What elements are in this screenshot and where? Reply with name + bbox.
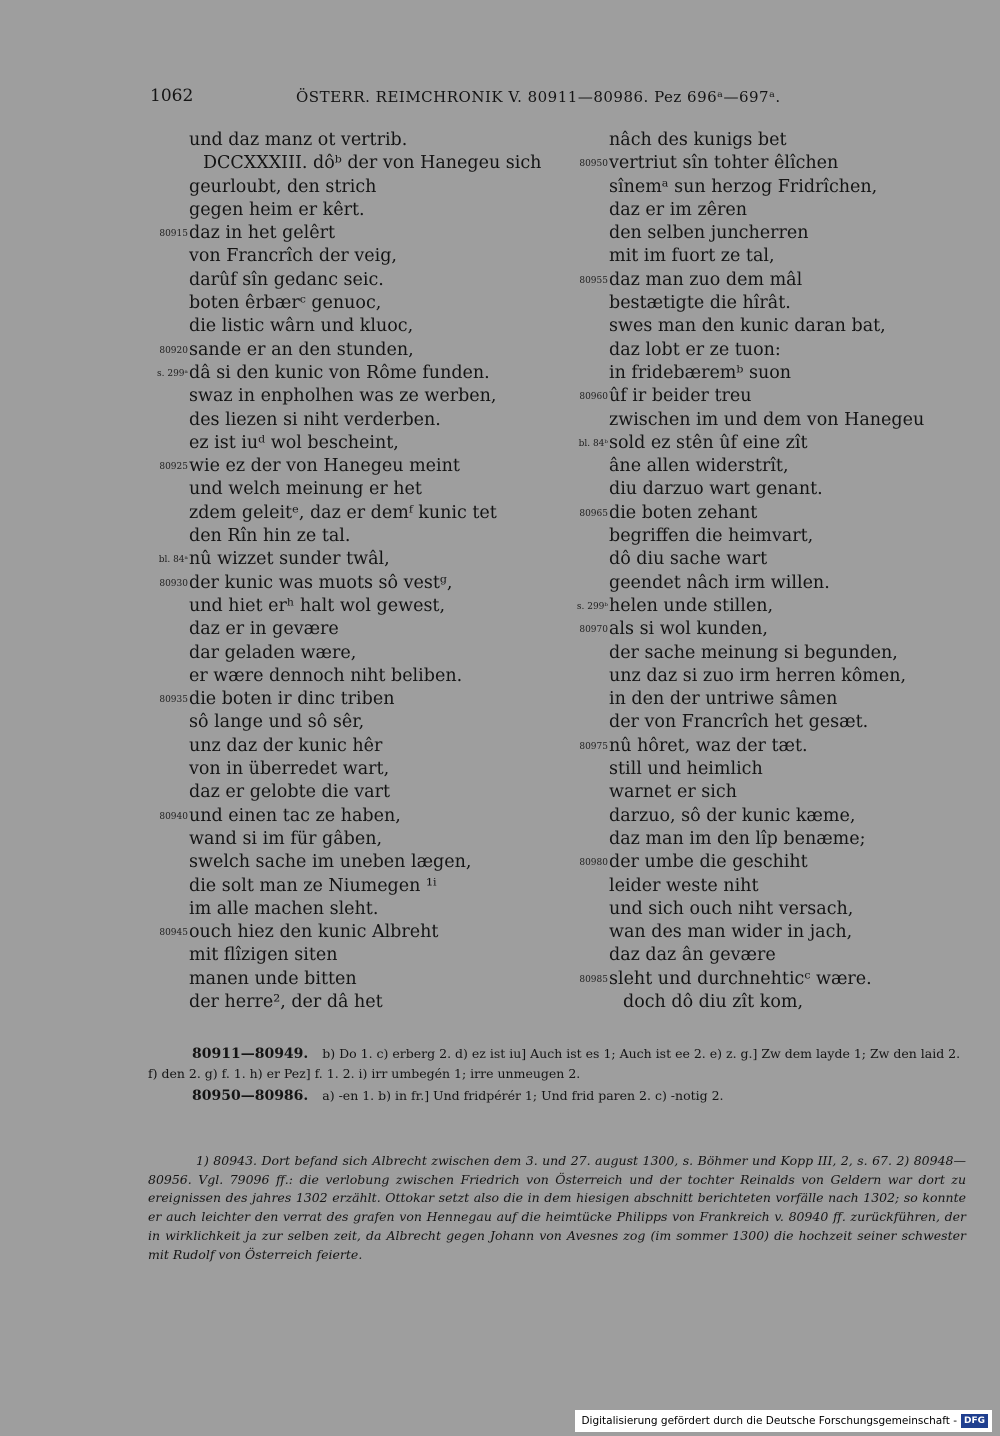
- verse-text: nâch des kunigs bet: [609, 130, 787, 150]
- verse-text: ouch hiez den kunic Albreht: [189, 922, 439, 943]
- variant-text: b) Do 1. c) erberg 2. d) ez ist iu] Auch ist es 1; Auch ist ee 2. e) z. g.] Zw dem layde 1; Zw den laid 2. f) den 2. g) f. 1. h) er Pez] f. 1. 2. i) irr umbegén 1; irre unmeugen 2.: [148, 1046, 961, 1081]
- verse-line: [565, 432, 955, 455]
- line-number: 80950: [579, 159, 608, 170]
- verse-text: warnet er sich: [609, 782, 737, 803]
- line-number: bl. 84ᵃ: [158, 555, 188, 566]
- verse-line: [565, 805, 955, 828]
- verse-text: des liezen si niht verderben.: [189, 409, 441, 430]
- verse-line: [565, 898, 955, 921]
- verse-line: [145, 618, 565, 641]
- verse-text: und hiet erʰ halt wol gewest,: [189, 595, 446, 616]
- verse-line: [565, 618, 955, 641]
- verse-text: darzuo, sô der kunic kæme,: [609, 805, 856, 826]
- line-number: 80955: [579, 275, 608, 286]
- verse-line: [145, 735, 565, 758]
- verse-line: [565, 409, 955, 432]
- verse-text: der von Francrîch het gesæt.: [609, 712, 869, 733]
- variant-block-2: [148, 1086, 968, 1106]
- verse-text: die solt man ze Niumegen ¹ⁱ: [189, 875, 437, 896]
- verse-line: [145, 828, 565, 851]
- verse-text: leider weste niht: [609, 875, 759, 896]
- verse-line: [565, 688, 955, 711]
- verse-line: [145, 385, 565, 408]
- verse-text: ez ist iuᵈ wol bescheint,: [189, 432, 399, 453]
- verse-line: [565, 758, 955, 781]
- verse-line: [145, 176, 565, 199]
- verse-text: von in überredet wart,: [189, 759, 390, 780]
- verse-text: daz er in gevære: [189, 619, 339, 640]
- verse-line: [145, 455, 565, 478]
- verse-text: sande er an den stunden,: [189, 339, 414, 360]
- verse-text: still und heimlich: [609, 759, 763, 780]
- verse-text: geendet nâch irm willen.: [609, 572, 830, 593]
- verse-text: mit flîzigen siten: [189, 945, 338, 966]
- verse-text: sô lange und sô sêr,: [189, 712, 365, 733]
- verse-line: [145, 409, 565, 432]
- verse-line: [145, 502, 565, 525]
- verse-text: unz daz si zuo irm herren kômen,: [609, 665, 907, 686]
- verse-text: die listic wârn und kluoc,: [189, 316, 414, 337]
- verse-line: [565, 478, 955, 501]
- running-title: ÖSTERR. REIMCHRONIK V. 80911—80986. Pez 696ᵃ—697ᵃ.: [296, 88, 781, 106]
- verse-line: [145, 315, 565, 338]
- verse-text: begriffen die heimvart,: [609, 526, 814, 547]
- verse-line: [145, 968, 565, 991]
- verse-text: die boten zehant: [609, 502, 758, 523]
- verse-line: [145, 362, 565, 385]
- verse-line: [565, 875, 955, 898]
- line-number: 80970: [579, 625, 608, 636]
- verse-line: [145, 851, 565, 874]
- verse-line: [145, 152, 565, 175]
- line-number: bl. 84ᵇ: [578, 438, 608, 449]
- verse-line: [145, 898, 565, 921]
- line-number: 80915: [159, 229, 188, 240]
- verse-text: dô diu sache wart: [609, 549, 768, 570]
- verse-line: [565, 642, 955, 665]
- verse-text: der herre², der dâ het: [189, 991, 383, 1012]
- verse-line: [565, 968, 955, 991]
- verse-line: [565, 851, 955, 874]
- verse-line: [565, 315, 955, 338]
- verse-line: [565, 921, 955, 944]
- verse-line: [565, 245, 955, 268]
- verse-text: daz daz ân gevære: [609, 945, 776, 966]
- verse-line: [565, 222, 955, 245]
- verse-line: [145, 339, 565, 362]
- verse-text: als si wol kunden,: [609, 619, 768, 640]
- verse-text: und daz manz ot vertrib.: [189, 130, 408, 150]
- line-number: 80925: [159, 462, 188, 473]
- verse-line: [565, 269, 955, 292]
- verse-line: [145, 222, 565, 245]
- verse-text: manen unde bitten: [189, 968, 357, 989]
- verse-text: die boten ir dinc triben: [189, 689, 395, 710]
- verse-text: unz daz der kunic hêr: [189, 735, 383, 756]
- left-verse-column: [145, 129, 565, 1014]
- line-number: 80960: [579, 392, 608, 403]
- verse-line: [145, 665, 565, 688]
- verse-line: [145, 991, 565, 1014]
- verse-line: [145, 642, 565, 665]
- verse-text: sold ez stên ûf eine zît: [609, 432, 808, 453]
- verse-text: mit im fuort ze tal,: [609, 246, 775, 267]
- line-number: 80940: [159, 811, 188, 822]
- verse-text: boten êrbærᶜ genuoc,: [189, 293, 382, 314]
- verse-text: dar geladen wære,: [189, 642, 357, 663]
- line-number: s. 299ᵇ: [576, 601, 608, 612]
- verse-text: swelch sache im uneben lægen,: [189, 852, 472, 873]
- verse-text: zwischen im und dem von Hanegeu: [609, 409, 925, 430]
- verse-line: [145, 688, 565, 711]
- verse-text: daz lobt er ze tuon:: [609, 339, 781, 360]
- verse-text: wan des man wider in jach,: [609, 922, 853, 943]
- page-number: 1062: [150, 86, 194, 106]
- line-number: s. 299ᵃ: [157, 368, 188, 379]
- verse-text: vertriut sîn tohter êlîchen: [609, 153, 839, 174]
- verse-text: darûf sîn gedanc seic.: [189, 269, 384, 290]
- verse-line: [565, 665, 955, 688]
- verse-text: daz in het gelêrt: [189, 223, 335, 244]
- verse-text: dâ si den kunic von Rôme funden.: [189, 362, 490, 383]
- verse-line: [145, 572, 565, 595]
- verse-line: [565, 129, 955, 152]
- verse-line: [565, 362, 955, 385]
- verse-line: [565, 735, 955, 758]
- verse-line: [145, 875, 565, 898]
- verse-line: [145, 711, 565, 734]
- verse-line: [145, 292, 565, 315]
- verse-text: von Francrîch der veig,: [189, 246, 397, 267]
- variant-text: a) -en 1. b) in fr.] Und fridpérér 1; Und frid paren 2. c) -notig 2.: [322, 1088, 724, 1103]
- line-number: 80985: [579, 974, 608, 985]
- verse-line: [565, 525, 955, 548]
- verse-line: [145, 758, 565, 781]
- verse-text: in den der untriwe sâmen: [609, 689, 838, 710]
- verse-line: [565, 152, 955, 175]
- verse-line: [565, 991, 955, 1014]
- right-verse-column: [565, 129, 955, 1014]
- verse-line: [145, 548, 565, 571]
- verse-text: nû wizzet sunder twâl,: [189, 549, 390, 570]
- line-number: 80935: [159, 695, 188, 706]
- verse-text: zdem geleitᵉ, daz er demᶠ kunic tet: [189, 502, 497, 523]
- digitization-credit: [575, 1410, 992, 1432]
- verse-text: swes man den kunic daran bat,: [609, 316, 886, 337]
- verse-line: [145, 595, 565, 618]
- variant-block-1: [148, 1044, 968, 1083]
- verse-text: diu darzuo wart genant.: [609, 479, 823, 500]
- verse-text: der sache meinung si begunden,: [609, 642, 898, 663]
- verse-text: ûf ir beider treu: [609, 386, 752, 407]
- line-number: 80930: [159, 578, 188, 589]
- verse-line: [145, 944, 565, 967]
- verse-line: [565, 572, 955, 595]
- line-number: 80980: [579, 858, 608, 869]
- verse-line: [145, 781, 565, 804]
- verse-line: [565, 292, 955, 315]
- verse-text: und sich ouch niht versach,: [609, 898, 854, 919]
- verse-text: den selben juncherren: [609, 223, 809, 244]
- verse-text: nû hôret, waz der tæt.: [609, 735, 808, 756]
- variant-readings: [148, 1044, 968, 1106]
- verse-line: [565, 781, 955, 804]
- verse-text: wand si im für gâben,: [189, 828, 383, 849]
- verse-line: [565, 711, 955, 734]
- verse-text: daz er gelobte die vart: [189, 782, 390, 803]
- verse-text: im alle machen sleht.: [189, 898, 379, 919]
- verse-text: swaz in enpholhen was ze werben,: [189, 386, 497, 407]
- verse-text: daz man zuo dem mâl: [609, 269, 803, 290]
- line-number: 80920: [159, 345, 188, 356]
- footnotes: [148, 1152, 966, 1264]
- verse-text: DCCXXXIII. dôᵇ der von Hanegeu sich: [203, 153, 542, 174]
- verse-text: er wære dennoch niht beliben.: [189, 665, 463, 686]
- footnote-text: 1) 80943. Dort befand sich Albrecht zwischen dem 3. und 27. august 1300, s. Böhmer und Kopp III, 2, s. 67. 2) 80948—80956. Vgl. 79096 ff.: die verlobung zwischen Friedrich von Österreich und der tochter Reinalds von Geldern war dort zu ereignissen des jahres 1302 erzählt. Ottokar setzt also die in dem hiesigen abschnitt berichteten vorfälle nach 1302; so konnte er auch leichter den verrat des grafen von Hennegau auf die heimtücke Philipps von Frankreich v. 80940 ff. zurückführen, der in wirklichkeit ja zur selben zeit, da Albrecht gegen Johann von Avesnes zog (im sommer 1300) die hochzeit seiner schwester mit Rudolf von Österreich feierte.: [148, 1153, 966, 1262]
- verse-line: [145, 805, 565, 828]
- variant-range: 80950—80986.: [192, 1088, 309, 1104]
- line-number: 80975: [579, 741, 608, 752]
- verse-line: [145, 478, 565, 501]
- verse-line: [565, 339, 955, 362]
- verse-line: [565, 944, 955, 967]
- verse-text: der kunic was muots sô vestᵍ,: [189, 572, 453, 593]
- verse-line: [145, 245, 565, 268]
- verse-line: [145, 432, 565, 455]
- verse-text: wie ez der von Hanegeu meint: [189, 456, 460, 477]
- verse-line: [565, 385, 955, 408]
- verse-text: sleht und durchnehticᶜ wære.: [609, 968, 872, 989]
- verse-line: [565, 455, 955, 478]
- verse-line: [565, 176, 955, 199]
- page-header: [150, 86, 970, 112]
- verse-line: [565, 199, 955, 222]
- verse-text: und einen tac ze haben,: [189, 805, 401, 826]
- verse-text: sînemᵃ sun herzog Fridrîchen,: [609, 176, 878, 197]
- verse-text: âne allen widerstrît,: [609, 456, 789, 477]
- verse-text: doch dô diu zît kom,: [623, 991, 804, 1012]
- verse-text: daz er im zêren: [609, 199, 748, 220]
- verse-text: geurloubt, den strich: [189, 176, 377, 197]
- variant-range: 80911—80949.: [192, 1046, 309, 1062]
- verse-line: [145, 269, 565, 292]
- verse-text: in fridebæremᵇ suon: [609, 362, 792, 383]
- verse-text: den Rîn hin ze tal.: [189, 526, 351, 547]
- verse-line: [145, 199, 565, 222]
- verse-text: der umbe die geschiht: [609, 852, 808, 873]
- verse-line: [565, 548, 955, 571]
- verse-line: [145, 129, 565, 152]
- verse-text: bestætigte die hîrât.: [609, 293, 791, 314]
- verse-line: [565, 595, 955, 618]
- verse-line: [145, 525, 565, 548]
- verse-text: gegen heim er kêrt.: [189, 199, 365, 220]
- line-number: 80945: [159, 928, 188, 939]
- verse-text: daz man im den lîp benæme;: [609, 828, 866, 849]
- line-number: 80965: [579, 508, 608, 519]
- verse-text: helen unde stillen,: [609, 595, 774, 616]
- verse-line: [145, 921, 565, 944]
- verse-text: und welch meinung er het: [189, 479, 422, 500]
- verse-line: [565, 502, 955, 525]
- verse-line: [565, 828, 955, 851]
- credit-text: Digitalisierung gefördert durch die Deutsche Forschungsgemeinschaft -: [581, 1415, 957, 1427]
- dfg-logo-icon: DFG: [961, 1414, 988, 1428]
